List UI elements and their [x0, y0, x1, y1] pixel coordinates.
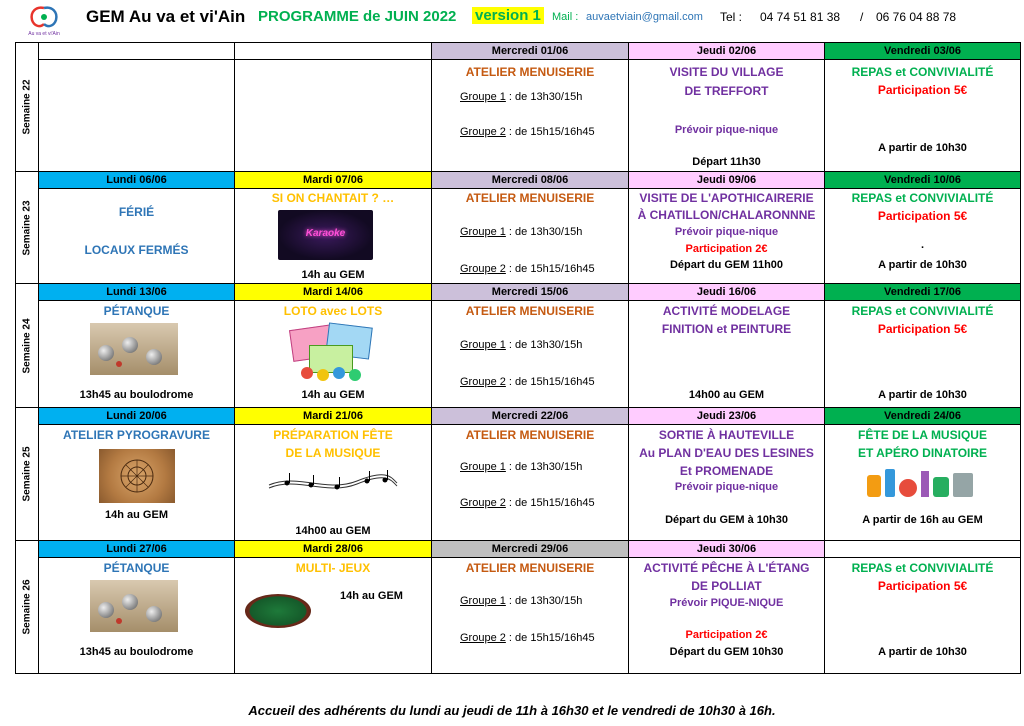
day-header-mardi: Mardi 21/06 — [235, 408, 432, 425]
day-header-mardi: Mardi 28/06 — [235, 541, 432, 558]
activity-row — [16, 189, 1021, 284]
activity-row — [16, 425, 1021, 541]
activity-cell — [39, 301, 235, 408]
pattern-icon — [99, 449, 175, 503]
week-cell — [16, 541, 39, 674]
pyrogravure-image — [99, 449, 175, 503]
group-label: Groupe 1 — [460, 339, 506, 351]
footer-note: Accueil des adhérents du lundi au jeudi de 11h à 16h30 et le vendredi de 10h30 à 16h. — [248, 703, 776, 718]
activity-row — [16, 558, 1021, 674]
activity-title: FÊTE DE LA MUSIQUE — [858, 428, 987, 442]
activity-cell — [629, 425, 825, 541]
activity-title: ACTIVITÉ PÊCHE À L'ÉTANG — [643, 561, 810, 575]
week-cell — [16, 408, 39, 541]
group-label: Groupe 1 — [460, 226, 506, 238]
ferie-label: FÉRIÉ — [118, 205, 155, 219]
activity-title: ATELIER MENUISERIE — [465, 65, 595, 79]
activity-title: Et PROMENADE — [679, 464, 774, 478]
activity-title: PÉTANQUE — [103, 561, 170, 575]
petanque-image — [90, 323, 178, 375]
activity-cell — [39, 189, 235, 284]
time: A partir de 10h30 — [878, 142, 967, 154]
group-label: Groupe 1 — [460, 91, 506, 103]
activity-cell — [39, 558, 235, 674]
gem-logo-icon — [20, 4, 68, 38]
week-label: Semaine 24 — [21, 317, 33, 374]
activity-title: DE LA MUSIQUE — [285, 446, 381, 460]
week-label: Semaine 26 — [21, 579, 33, 635]
week-cell — [16, 284, 39, 408]
activity-cell — [235, 425, 432, 541]
participation: Participation 5€ — [877, 209, 968, 223]
time: 14h au GEM — [340, 590, 403, 602]
activity-cell — [825, 558, 1021, 674]
activity-row — [16, 301, 1021, 408]
mail-label: Mail : — [552, 11, 579, 23]
time: 14h au GEM — [301, 389, 365, 401]
day-header-lundi: Lundi 06/06 — [39, 172, 235, 189]
note: Prévoir pique-nique — [674, 124, 779, 136]
activity-cell — [432, 558, 629, 674]
group-2 — [460, 126, 595, 138]
activity-title: REPAS et CONVIVIALITÉ — [851, 304, 994, 318]
group-time: : de 15h15/16h45 — [505, 376, 595, 388]
group-time: : de 13h30/15h — [505, 461, 583, 473]
group-time: : de 15h15/16h45 — [505, 632, 595, 644]
petanque-image — [90, 580, 178, 632]
tel-label: Tel : — [720, 10, 743, 24]
day-header-vendredi — [825, 541, 1021, 558]
group-time: : de 13h30/15h — [505, 226, 583, 238]
day-header-lundi: Lundi 27/06 — [39, 541, 235, 558]
day-header-mercredi: Mercredi 15/06 — [432, 284, 629, 301]
activity-cell — [235, 189, 432, 284]
day-header-row — [16, 541, 1021, 558]
activity-cell — [825, 301, 1021, 408]
time: 14h00 au GEM — [295, 525, 371, 537]
group-2 — [460, 497, 595, 509]
loto-image — [287, 323, 377, 383]
empty-cell — [235, 60, 432, 172]
group-1 — [460, 461, 582, 473]
note: Prévoir PIQUE-NIQUE — [669, 597, 784, 609]
day-header — [235, 43, 432, 60]
header — [0, 0, 1024, 40]
karaoke-image — [278, 210, 373, 260]
dot: . — [920, 239, 925, 251]
day-header-mardi: Mardi 14/06 — [235, 284, 432, 301]
participation: Participation 5€ — [877, 83, 968, 97]
activity-title: MULTI- JEUX — [295, 561, 371, 575]
time: A partir de 10h30 — [878, 259, 967, 271]
activity-title: PÉTANQUE — [103, 304, 170, 318]
time: A partir de 10h30 — [878, 646, 967, 658]
activity-cell — [432, 60, 629, 172]
org-name: GEM Au va et vi'Ain — [86, 7, 246, 26]
day-header-mercredi: Mercredi 01/06 — [432, 43, 629, 60]
time: 14h au GEM — [105, 509, 168, 521]
activity-cell — [235, 301, 432, 408]
day-header-row — [16, 43, 1021, 60]
week-label: Semaine 25 — [21, 446, 33, 502]
day-header-row — [16, 408, 1021, 425]
activity-title: REPAS et CONVIVIALITÉ — [851, 65, 994, 79]
activity-title: SI ON CHANTAIT ? … — [271, 191, 395, 205]
time: 14h00 au GEM — [688, 389, 765, 401]
tel-2: 06 76 04 88 78 — [876, 10, 957, 24]
day-header-jeudi: Jeudi 16/06 — [629, 284, 825, 301]
activity-title: SORTIE À HAUTEVILLE — [658, 428, 795, 442]
instruments-image — [865, 467, 977, 501]
group-1 — [460, 226, 582, 238]
time: A partir de 16h au GEM — [862, 514, 983, 526]
activity-title: ATELIER MENUISERIE — [465, 304, 595, 318]
group-2 — [460, 263, 595, 275]
group-time: : de 15h15/16h45 — [505, 263, 595, 275]
activity-title: ATELIER PYROGRAVURE — [63, 428, 210, 442]
programme-title: PROGRAMME de JUIN 2022 — [258, 8, 457, 25]
schedule-table — [15, 42, 1021, 674]
day-header — [39, 43, 235, 60]
group-2 — [460, 632, 595, 644]
group-label: Groupe 2 — [460, 126, 506, 138]
day-header-lundi: Lundi 13/06 — [39, 284, 235, 301]
activity-title: REPAS et CONVIVIALITÉ — [851, 561, 994, 575]
group-label: Groupe 2 — [460, 263, 506, 275]
group-label: Groupe 1 — [460, 461, 506, 473]
activity-title: PRÉPARATION FÊTE — [273, 428, 393, 442]
activity-title: ACTIVITÉ MODELAGE — [662, 304, 791, 318]
karaoke-image-label: Karaoke — [305, 228, 346, 239]
group-label: Groupe 1 — [460, 595, 506, 607]
activity-title: ET APÉRO DINATOIRE — [857, 446, 988, 460]
day-header-vendredi: Vendredi 17/06 — [825, 284, 1021, 301]
day-header-mercredi: Mercredi 08/06 — [432, 172, 629, 189]
day-header-mardi: Mardi 07/06 — [235, 172, 432, 189]
group-time: : de 13h30/15h — [505, 339, 583, 351]
participation: Participation 5€ — [877, 579, 968, 593]
activity-title: Au PLAN D'EAU DES LESINES — [639, 446, 814, 460]
group-label: Groupe 2 — [460, 632, 506, 644]
version-badge: version 1 — [472, 7, 544, 24]
activity-cell — [629, 60, 825, 172]
day-header-jeudi: Jeudi 09/06 — [629, 172, 825, 189]
empty-cell — [39, 60, 235, 172]
group-label: Groupe 2 — [460, 376, 506, 388]
group-time: : de 15h15/16h45 — [505, 497, 595, 509]
note: Prévoir pique-nique — [674, 226, 779, 238]
day-header-jeudi: Jeudi 30/06 — [629, 541, 825, 558]
activity-title: REPAS et CONVIVIALITÉ — [851, 191, 994, 205]
day-header-row — [16, 172, 1021, 189]
week-cell — [16, 172, 39, 284]
departure-time: Départ 11h30 — [692, 156, 761, 168]
group-1 — [460, 595, 582, 607]
day-header-jeudi: Jeudi 23/06 — [629, 408, 825, 425]
departure-time: Départ du GEM 11h00 — [669, 259, 784, 271]
activity-title: ATELIER MENUISERIE — [465, 561, 595, 575]
activity-title: DE POLLIAT — [691, 579, 762, 593]
time: A partir de 10h30 — [878, 389, 967, 401]
activity-cell — [825, 60, 1021, 172]
participation: Participation 2€ — [685, 243, 768, 255]
activity-title: ATELIER MENUISERIE — [465, 191, 595, 205]
week-label: Semaine 23 — [21, 199, 33, 256]
activity-cell — [825, 189, 1021, 284]
mail-address[interactable]: auvaetviain@gmail.com — [586, 11, 703, 23]
group-1 — [460, 339, 582, 351]
activity-title: VISITE DU VILLAGE — [669, 65, 784, 79]
participation: Participation 5€ — [877, 322, 968, 336]
group-label: Groupe 2 — [460, 497, 506, 509]
group-1 — [460, 91, 582, 103]
activity-cell — [629, 301, 825, 408]
tel-sep: / — [860, 10, 864, 24]
note: Prévoir pique-nique — [674, 481, 779, 493]
day-header-vendredi: Vendredi 03/06 — [825, 43, 1021, 60]
week-label: Semaine 22 — [21, 79, 33, 135]
activity-title: VISITE DE L'APOTHICAIRERIE — [639, 191, 814, 205]
departure-time: Départ du GEM 10h30 — [669, 646, 784, 658]
participation: Participation 2€ — [685, 629, 768, 641]
activity-title: FINITION et PEINTURE — [661, 322, 792, 336]
tel-1: 04 74 51 81 38 — [760, 10, 841, 24]
activity-row — [16, 60, 1021, 172]
activity-title: LOTO avec LOTS — [283, 304, 383, 318]
music-notes-icon — [267, 469, 399, 495]
activity-cell — [432, 189, 629, 284]
week-cell — [16, 43, 39, 172]
group-2 — [460, 376, 595, 388]
time: 13h45 au boulodrome — [79, 389, 194, 401]
activity-cell — [825, 425, 1021, 541]
activity-cell — [39, 425, 235, 541]
activity-cell — [432, 301, 629, 408]
activity-cell — [235, 558, 432, 674]
group-time: : de 13h30/15h — [505, 91, 583, 103]
time: 13h45 au boulodrome — [79, 646, 194, 658]
day-header-jeudi: Jeudi 02/06 — [629, 43, 825, 60]
day-header-mercredi: Mercredi 29/06 — [432, 541, 629, 558]
day-header-vendredi: Vendredi 10/06 — [825, 172, 1021, 189]
activity-title: À CHATILLON/CHALARONNNE — [637, 208, 816, 222]
group-time: : de 15h15/16h45 — [505, 126, 595, 138]
time: 14h au GEM — [301, 269, 365, 281]
activity-title: ATELIER MENUISERIE — [465, 428, 595, 442]
svg-text:Au va et vi'Ain: Au va et vi'Ain — [28, 31, 60, 37]
group-time: : de 13h30/15h — [505, 595, 583, 607]
casino-table-image — [245, 594, 311, 628]
day-header-mercredi: Mercredi 22/06 — [432, 408, 629, 425]
activity-title: DE TREFFORT — [684, 84, 769, 98]
departure-time: Départ du GEM à 10h30 — [665, 514, 788, 526]
locaux-label: LOCAUX FERMÉS — [84, 243, 189, 257]
day-header-row — [16, 284, 1021, 301]
activity-cell — [432, 425, 629, 541]
activity-cell — [629, 189, 825, 284]
activity-cell — [629, 558, 825, 674]
day-header-vendredi: Vendredi 24/06 — [825, 408, 1021, 425]
day-header-lundi: Lundi 20/06 — [39, 408, 235, 425]
